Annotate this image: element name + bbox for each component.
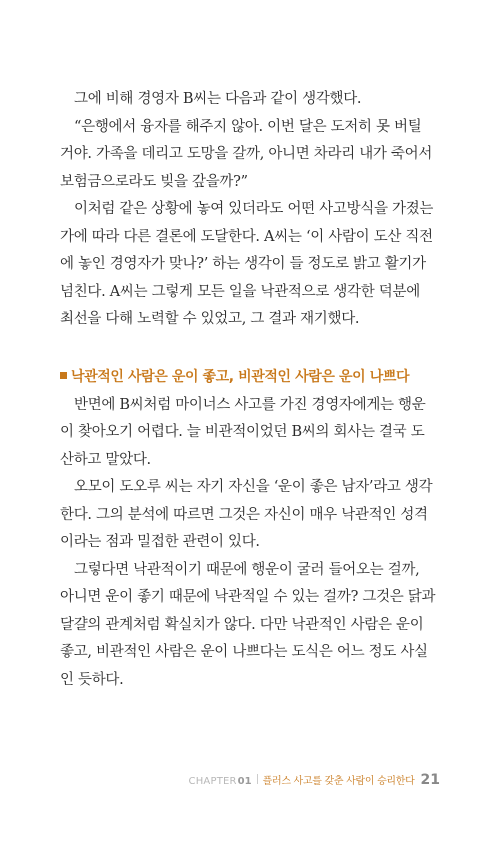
text-line: 오모이 도오루 씨는 자기 자신을 ‘운이 좋은 남자’라고 생각 [74, 479, 433, 495]
text-line: 이처럼 같은 상황에 놓여 있더라도 어떤 사고방식을 가졌는 [74, 201, 434, 217]
paragraph [60, 474, 446, 557]
text-line: 그렇다면 낙관적이기 때문에 행운이 굴러 들어오는 걸까, [74, 561, 420, 578]
paragraph-group-top [60, 86, 446, 334]
page-number: 21 [420, 772, 440, 788]
text-line: 아니면 운이 좋기 때문에 낙관적일 수 있는 걸까? 그것은 닭과 [60, 589, 436, 605]
paragraph [60, 86, 446, 114]
text-line: 최선을 다해 노력할 수 있었고, 그 결과 재기했다. [60, 311, 360, 327]
paragraph [60, 196, 446, 334]
chapter-title: 플러스 사고를 갖춘 사람이 승리한다 [262, 776, 415, 787]
text-line: 달걀의 관계처럼 확실치가 않다. 다만 낙관적인 사람은 운이 [60, 616, 424, 633]
text-line: 가에 따라 다른 결론에 도달한다. A씨는 ‘이 사람이 도산 직전 [60, 228, 433, 245]
text-line: 거야. 가족을 데리고 도망을 갈까, 아니면 차라리 내가 죽어서 [60, 146, 433, 162]
page-footer [60, 772, 440, 794]
text-line: 산하고 말았다. [60, 451, 151, 468]
paragraph [60, 392, 446, 475]
page-body [60, 86, 446, 694]
text-line: 반면에 B씨처럼 마이너스 사고를 가진 경영자에게는 행운 [74, 396, 426, 413]
chapter-label: CHAPTER [188, 776, 237, 787]
text-line: 한다. 그의 분석에 따르면 그것은 자신이 매우 낙관적인 성격 [60, 506, 428, 523]
paragraph [60, 114, 446, 197]
text-line: “은행에서 융자를 해주지 않아. 이번 달은 도저히 못 버틸 [74, 118, 422, 135]
text-line: 보험금으로라도 빚을 갚을까?” [60, 173, 248, 190]
section-heading [60, 366, 446, 386]
text-line: 에 놓인 경영자가 맞나?’ 하는 생각이 들 정도로 밝고 활기가 [60, 256, 426, 272]
text-line: 그에 비해 경영자 B씨는 다음과 같이 생각했다. [74, 91, 362, 107]
text-line: 좋고, 비관적인 사람은 운이 나쁘다는 도식은 어느 정도 사실 [60, 644, 428, 660]
paragraph [60, 557, 446, 695]
text-line: 인 듯하다. [60, 671, 124, 688]
text-line: 넘친다. A씨는 그렇게 모든 일을 낙관적으로 생각한 덕분에 [60, 283, 420, 300]
paragraph-group-bottom [60, 392, 446, 695]
text-line: 이 찾아오기 어렵다. 늘 비관적이었던 B씨의 회사는 결국 도 [60, 424, 425, 440]
chapter-number: 01 [237, 776, 252, 787]
footer-divider [257, 774, 258, 784]
square-bullet-icon [60, 372, 67, 379]
text-line: 이라는 점과 밀접한 관련이 있다. [60, 534, 260, 550]
section-heading-text: 낙관적인 사람은 운이 좋고, 비관적인 사람은 운이 나쁘다 [71, 368, 410, 385]
